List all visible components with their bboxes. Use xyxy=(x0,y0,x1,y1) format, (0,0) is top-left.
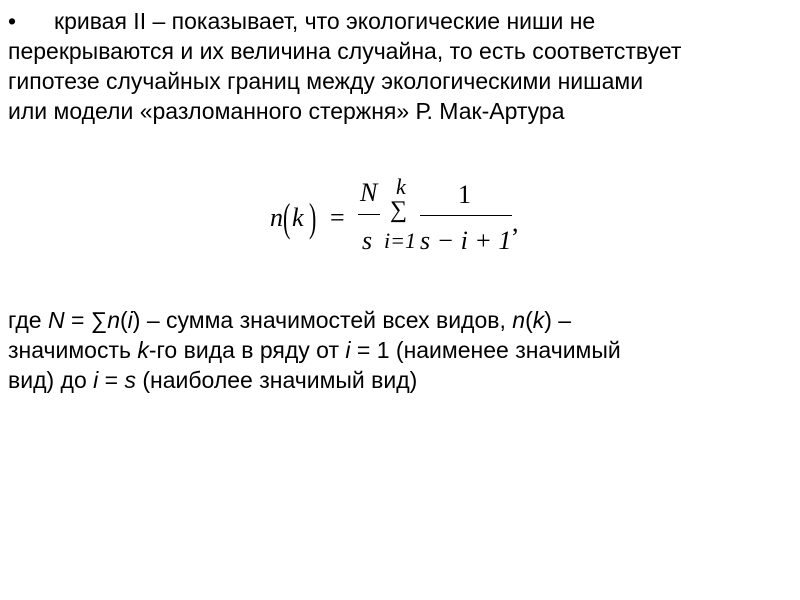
text: = ∑ xyxy=(64,307,108,333)
paragraph-curve-two xyxy=(8,6,798,126)
var-N: N xyxy=(47,307,65,333)
formula-s: s xyxy=(362,226,373,255)
var-i: i xyxy=(127,307,133,333)
text: значимость xyxy=(8,337,138,363)
formula-comma: , xyxy=(512,208,519,237)
sigma-symbol: ∑ xyxy=(390,197,408,223)
formula-numerator: 1 xyxy=(458,180,471,209)
text: вид) до xyxy=(8,367,94,393)
formula-k: k xyxy=(292,203,304,232)
fraction-bar xyxy=(358,214,380,215)
var-k: k xyxy=(137,337,149,363)
line-text: кривая II – показывает, что экологические ниши не xyxy=(54,8,596,34)
fraction-bar xyxy=(420,215,512,216)
paragraph-line: или модели «разломанного стержня» Р. Мак-Артура xyxy=(8,98,565,124)
var-i: i xyxy=(93,367,99,393)
text: ) – сумма значимостей всех видов, xyxy=(132,307,513,333)
var-n: n xyxy=(107,307,120,333)
text: -го вида в ряду от xyxy=(148,337,346,363)
paragraph-line: гипотезе случайных границ между экологическими нишами xyxy=(8,68,644,94)
text: ( xyxy=(525,307,533,333)
paragraph-line xyxy=(8,305,798,335)
var-i: i xyxy=(345,337,351,363)
text: ( xyxy=(120,307,128,333)
formula-denominator: s − i + 1 xyxy=(420,226,512,255)
paragraph-line: перекрываются и их величина случайна, то есть соответствует xyxy=(8,38,682,64)
bullet: • xyxy=(8,8,17,34)
var-s: s xyxy=(124,367,136,393)
paragraph-line xyxy=(8,365,798,395)
formula-n: n xyxy=(270,203,283,232)
sum-lower-limit: i=1 xyxy=(384,228,416,253)
formula-rparen: ) xyxy=(308,195,317,240)
text: (наиболее значимый вид) xyxy=(135,367,418,393)
var-k: k xyxy=(532,307,545,333)
sum-upper-limit: k xyxy=(396,174,406,199)
formula-N: N xyxy=(360,178,378,207)
text: ) – xyxy=(544,307,572,333)
broken-stick-formula xyxy=(270,172,540,262)
paragraph-line xyxy=(8,335,798,365)
text: = 1 (наименее значимый xyxy=(350,337,621,363)
formula-equals: = xyxy=(330,203,345,232)
text: где xyxy=(8,307,48,333)
formula-lparen: ( xyxy=(282,195,291,240)
paragraph-line xyxy=(8,6,798,36)
text: = xyxy=(98,367,125,393)
paragraph-definitions xyxy=(8,305,798,395)
var-n: n xyxy=(512,307,526,333)
